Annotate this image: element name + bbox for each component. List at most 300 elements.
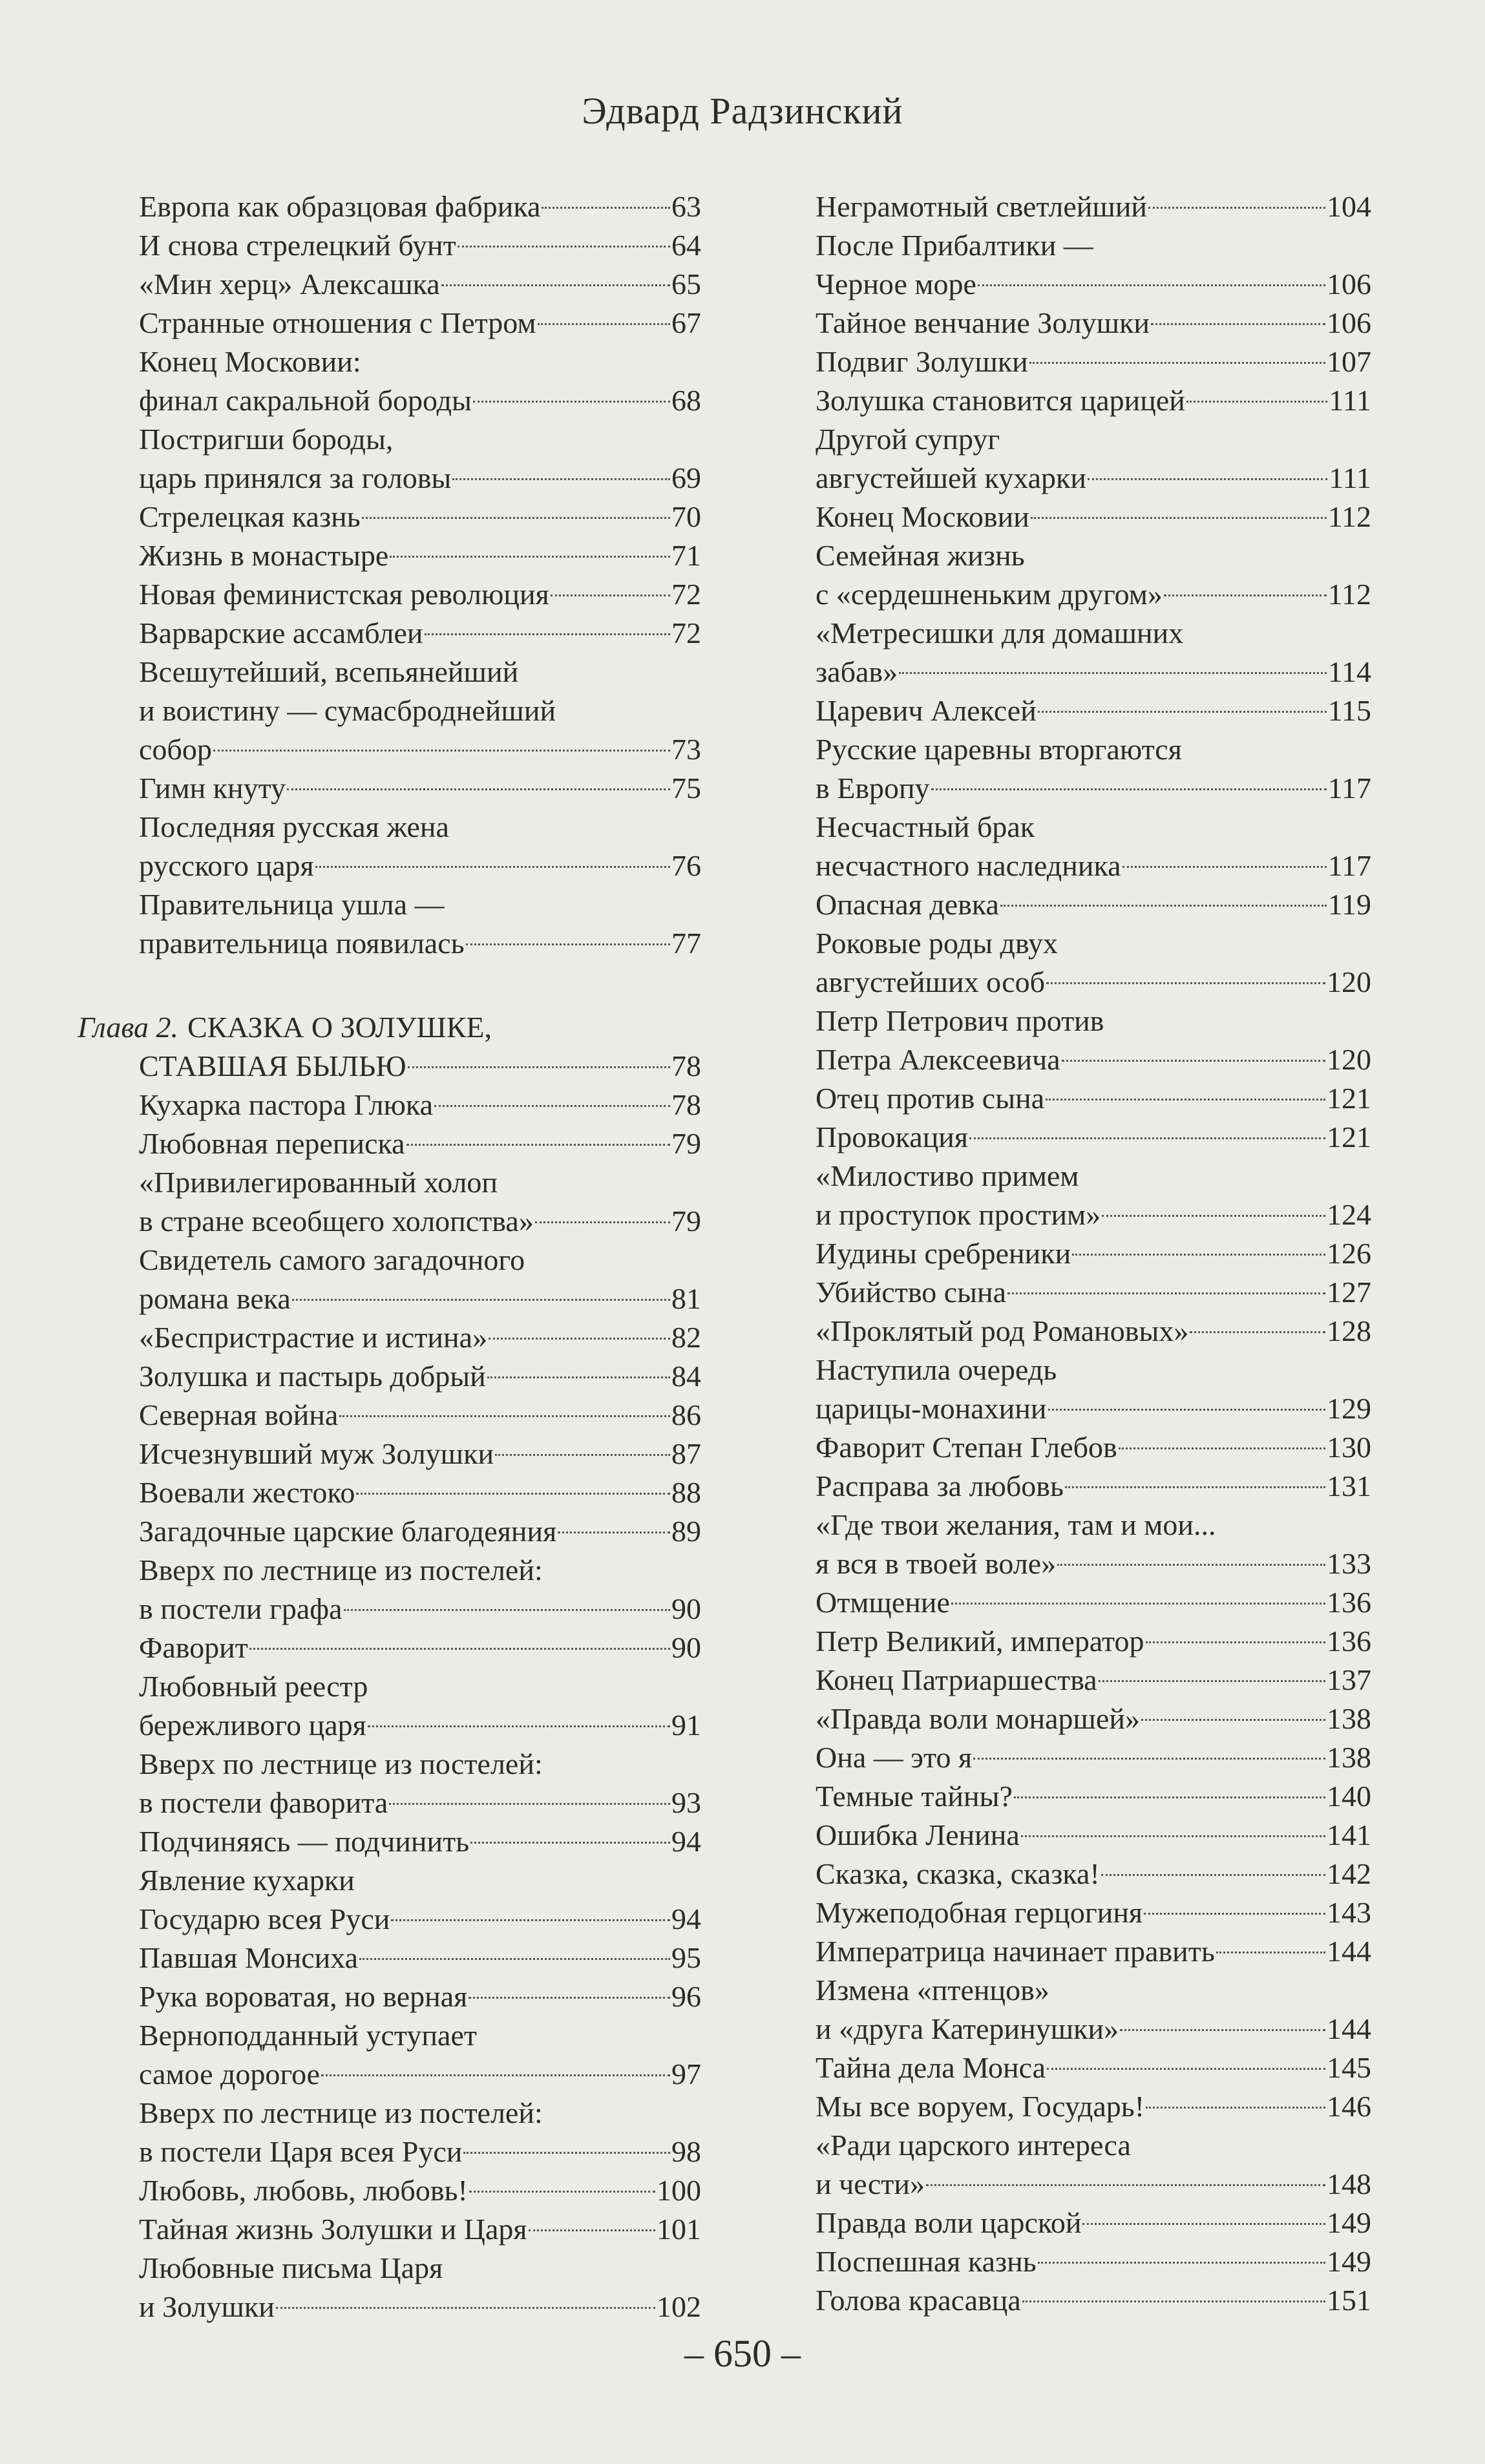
toc-entry-line	[816, 885, 1371, 924]
toc-entry	[139, 342, 701, 420]
toc-entry-title: и «друга Катеринушки»	[816, 2012, 1119, 2045]
dot-leader	[466, 943, 670, 945]
dot-leader	[1038, 711, 1327, 713]
toc-entry	[139, 653, 701, 769]
toc-entry-title: «Ради царского интереса	[816, 2129, 1131, 2162]
dot-leader	[1144, 1913, 1325, 1915]
toc-entry	[139, 1939, 701, 1977]
dot-leader	[542, 207, 670, 209]
dot-leader	[276, 2307, 655, 2309]
toc-entry	[816, 1467, 1371, 1506]
toc-entry-title: и чести»	[816, 2167, 925, 2200]
toc-entry-line	[816, 2087, 1371, 2126]
toc-entry-page: 87	[671, 1437, 701, 1470]
dot-leader	[1099, 1680, 1325, 1682]
toc-entry-line	[139, 2210, 701, 2249]
toc-entry	[139, 420, 701, 498]
toc-entry-title: Странные отношения с Петром	[139, 306, 536, 339]
toc-entry	[816, 2281, 1371, 2320]
toc-entry-page: 111	[1329, 461, 1371, 494]
toc-entry	[139, 2249, 701, 2326]
dot-leader	[406, 1144, 670, 1146]
toc-entry-title: Варварские ассамблеи	[139, 616, 423, 649]
toc-entry-title: Императрица начинает править	[816, 1935, 1215, 1968]
toc-entry-line	[816, 2048, 1371, 2087]
toc-entry-page: 136	[1327, 1586, 1371, 1619]
dot-leader	[489, 1338, 670, 1340]
toc-entry-title: Золушка и пастырь добрый	[139, 1360, 486, 1393]
toc-entry-line	[139, 1435, 701, 1473]
toc-entry-title: Убийство сына	[816, 1276, 1007, 1309]
dot-leader	[1148, 207, 1325, 209]
dot-leader	[434, 1105, 670, 1107]
toc-entry-page: 93	[671, 1786, 701, 1819]
toc-entry-line	[816, 1002, 1371, 1040]
toc-entry	[816, 342, 1371, 381]
toc-entry-line	[139, 265, 701, 304]
toc-entry	[816, 226, 1371, 304]
toc-entry-line	[816, 1855, 1371, 1893]
toc-entry-line	[139, 1473, 701, 1512]
toc-entry-page: 149	[1327, 2206, 1371, 2239]
toc-entry-page: 88	[671, 1476, 701, 1509]
toc-entry	[816, 1428, 1371, 1467]
toc-entry	[816, 885, 1371, 924]
toc-entry-page: 119	[1327, 888, 1371, 921]
toc-entry-page: 94	[671, 1902, 701, 1935]
dot-leader	[1031, 517, 1327, 519]
toc-entry-line	[139, 808, 701, 847]
toc-entry-line	[816, 2281, 1371, 2320]
toc-entry-page: 149	[1327, 2245, 1371, 2278]
toc-entry-title: Вверх по лестнице из постелей:	[139, 1747, 543, 1780]
dot-leader	[1057, 1564, 1325, 1566]
toc-entry	[139, 1318, 701, 1357]
toc-entry-line	[139, 498, 701, 536]
toc-entry-title: Гимн кнуту	[139, 772, 286, 805]
toc-entry-title: Ошибка Ленина	[816, 1818, 1020, 1851]
dot-leader	[356, 1493, 670, 1495]
toc-entry-page: 138	[1327, 1702, 1371, 1735]
toc-entry-title: в постели графа	[139, 1592, 342, 1625]
toc-entry-line	[139, 847, 701, 885]
toc-entry-title: Провокация	[816, 1121, 969, 1153]
toc-entry-title: финал сакральной бороды	[139, 384, 472, 417]
toc-entry-page: 72	[671, 616, 701, 649]
dot-leader	[551, 595, 670, 596]
toc-entry-line	[816, 342, 1371, 381]
dot-leader	[926, 2184, 1325, 2186]
toc-right-column	[816, 187, 1371, 2320]
toc-entry	[816, 1312, 1371, 1351]
toc-entry	[816, 924, 1371, 1002]
toc-entry-page: 68	[671, 384, 701, 417]
toc-entry-line	[816, 1816, 1371, 1855]
toc-entry	[816, 2048, 1371, 2087]
dot-leader	[535, 1221, 670, 1223]
dot-leader	[441, 284, 670, 286]
dot-leader	[425, 633, 670, 635]
toc-entry-page: 144	[1327, 1935, 1371, 1968]
toc-entry-page: 86	[671, 1398, 701, 1431]
dot-leader	[390, 556, 670, 558]
toc-entry-page: 141	[1327, 1818, 1371, 1851]
dot-leader	[487, 1376, 670, 1378]
toc-entry-title: Петра Алексеевича	[816, 1043, 1060, 1076]
toc-entry-title: правительница появилась	[139, 927, 465, 960]
toc-entry-title: Золушка становится царицей	[816, 384, 1185, 417]
toc-entry-line	[816, 653, 1371, 691]
toc-entry	[816, 2087, 1371, 2126]
toc-entry	[139, 1086, 701, 1124]
toc-entry-line	[816, 420, 1371, 459]
toc-entry-title: Подчиняясь — подчинить	[139, 1825, 470, 1858]
dot-leader	[538, 323, 670, 325]
toc-entry-line	[816, 2242, 1371, 2281]
toc-entry-title: После Прибалтики —	[816, 229, 1093, 262]
toc-entry-title: Семейная жизнь	[816, 539, 1025, 572]
toc-entry-page: 100	[657, 2174, 701, 2207]
toc-entry-line	[816, 1893, 1371, 1932]
toc-entry-title: Государю всея Руси	[139, 1902, 390, 1935]
toc-entry-title: Иудины сребреники	[816, 1237, 1071, 1270]
dot-leader	[1151, 323, 1325, 325]
dot-leader	[1048, 1409, 1326, 1411]
toc-entry-title: Вверх по лестнице из постелей:	[139, 2096, 543, 2129]
toc-entry-title: Всешутейший, всепьянейший	[139, 655, 519, 688]
toc-entry-title: Подвиг Золушки	[816, 345, 1028, 378]
dot-leader	[1164, 595, 1327, 596]
toc-entry-line	[816, 1971, 1371, 2010]
toc-entry-page: 112	[1327, 578, 1371, 611]
toc-list-right	[816, 187, 1371, 2320]
toc-entry-line	[816, 2165, 1371, 2204]
toc-entry	[139, 1512, 701, 1551]
dot-leader	[470, 1842, 670, 1844]
toc-entry-title: «Привилегированный холоп	[139, 1166, 498, 1199]
toc-entry-line	[816, 1157, 1371, 1195]
toc-entry	[816, 420, 1371, 498]
toc-entry	[139, 808, 701, 885]
toc-entry-title: Любовный реестр	[139, 1670, 368, 1703]
toc-entry-title: «Правда воли монаршей»	[816, 1702, 1141, 1735]
toc-entry-title: Воевали жестоко	[139, 1476, 355, 1509]
toc-entry-title: царицы-монахини	[816, 1392, 1047, 1425]
toc-entry-line	[816, 1428, 1371, 1467]
toc-entry	[816, 1893, 1371, 1932]
dot-leader	[1101, 1874, 1325, 1876]
toc-entry-title: Петр Петрович против	[816, 1004, 1104, 1037]
toc-entry-title: царь принялся за головы	[139, 461, 452, 494]
toc-entry	[139, 498, 701, 536]
dot-leader	[1021, 1835, 1325, 1837]
dot-leader	[1122, 866, 1327, 868]
dot-leader	[1088, 478, 1327, 480]
toc-entry-page: 106	[1327, 268, 1371, 300]
toc-entry-title: Правительница ушла —	[139, 888, 445, 921]
toc-entry	[816, 1002, 1371, 1079]
toc-entry-line	[816, 963, 1371, 1002]
toc-entry	[139, 1435, 701, 1473]
toc-entry-title: Мы все воруем, Государь!	[816, 2090, 1145, 2123]
toc-entry-line	[816, 769, 1371, 808]
chapter-title: СКАЗКА О ЗОЛУШКЕ,	[187, 1011, 492, 1044]
chapter-title: СТАВШАЯ БЫЛЬЮ	[139, 1049, 406, 1082]
toc-entry-page: 121	[1327, 1082, 1371, 1115]
dot-leader	[931, 788, 1327, 790]
toc-entry	[816, 1971, 1371, 2048]
toc-entry-page: 107	[1327, 345, 1371, 378]
toc-entry-title: Фаворит Степан Глебов	[816, 1431, 1117, 1464]
toc-entry-line	[139, 1279, 701, 1318]
toc-entry	[816, 381, 1371, 420]
toc-entry	[139, 1861, 701, 1939]
toc-entry-line	[139, 1784, 701, 1822]
toc-entry-page: 111	[1329, 384, 1371, 417]
dot-leader	[287, 788, 670, 790]
dot-leader	[321, 2074, 670, 2076]
toc-entry	[139, 1628, 701, 1667]
toc-entry-line	[139, 2132, 701, 2171]
toc-entry	[816, 1273, 1371, 1312]
toc-entry-line	[139, 2094, 701, 2132]
toc-entry-title: Жизнь в монастыре	[139, 539, 389, 572]
toc-entry-title: Любовь, любовь, любовь!	[139, 2174, 468, 2207]
toc-entry-page: 143	[1327, 1896, 1371, 1929]
toc-entry	[139, 187, 701, 226]
toc-entry-page: 78	[671, 1088, 701, 1121]
toc-entry-page: 84	[671, 1360, 701, 1393]
chapter-heading	[78, 1008, 701, 1086]
toc-entry-title: «Беспристрастие и истина»	[139, 1321, 488, 1354]
toc-entry-title: Другой супруг	[816, 423, 1000, 456]
toc-entry-title: Конец Московии:	[139, 345, 361, 378]
toc-entry-title: Она — это я	[816, 1741, 973, 1774]
toc-entry	[816, 187, 1371, 226]
toc-entry-line	[816, 265, 1371, 304]
toc-entry-line	[139, 1512, 701, 1551]
toc-entry-title: Европа как образцовая фабрика	[139, 190, 541, 223]
toc-entry-line	[816, 536, 1371, 575]
toc-entry-title: Наступила очередь	[816, 1353, 1057, 1386]
toc-entry-line	[816, 1040, 1371, 1079]
toc-entry-title: Петр Великий, император	[816, 1625, 1144, 1658]
toc-list-left	[139, 187, 701, 963]
toc-entry	[139, 1551, 701, 1628]
toc-entry-line	[139, 769, 701, 808]
toc-entry-page: 121	[1327, 1121, 1371, 1153]
toc-entry-line	[816, 226, 1371, 265]
dot-leader	[1216, 1952, 1325, 1953]
toc-entry-line	[139, 1124, 701, 1163]
toc-entry-title: Явление кухарки	[139, 1864, 355, 1897]
dot-leader	[368, 1725, 670, 1727]
toc-entry-line	[139, 2055, 701, 2094]
toc-left-column	[78, 187, 701, 2326]
toc-entry	[139, 1745, 701, 1822]
toc-entry-title: Мужеподобная герцогиня	[816, 1896, 1143, 1929]
toc-entry-line	[816, 1622, 1371, 1661]
toc-entry-line	[816, 2204, 1371, 2242]
toc-entry-title: бережливого царя	[139, 1709, 366, 1742]
toc-entry-page: 106	[1327, 306, 1371, 339]
toc-entry-title: Темные тайны?	[816, 1780, 1013, 1813]
toc-entry	[816, 1855, 1371, 1893]
dot-leader	[558, 1532, 670, 1533]
toc-entry-title: в Европу	[816, 772, 930, 805]
toc-entry-page: 114	[1327, 655, 1371, 688]
dot-leader	[469, 2191, 655, 2193]
toc-entry-line	[816, 1700, 1371, 1738]
toc-entry-page: 128	[1327, 1314, 1371, 1347]
toc-entry-line	[139, 1202, 701, 1241]
dot-leader	[973, 1758, 1325, 1760]
dot-leader	[249, 1648, 670, 1650]
toc-entry	[139, 2016, 701, 2094]
toc-entry-line	[139, 653, 701, 691]
toc-entry	[816, 536, 1371, 614]
toc-entry-line	[816, 691, 1371, 730]
toc-entry-line	[139, 459, 701, 498]
toc-entry-line	[139, 2171, 701, 2210]
toc-entry	[139, 265, 701, 304]
dot-leader	[292, 1299, 670, 1301]
toc-entry	[139, 2210, 701, 2249]
toc-entry-page: 133	[1327, 1547, 1371, 1580]
toc-entry-page: 104	[1327, 190, 1371, 223]
toc-entry-page: 137	[1327, 1663, 1371, 1696]
toc-entry-title: Измена «птенцов»	[816, 1974, 1049, 2006]
toc-entry-title: Тайная жизнь Золушки и Царя	[139, 2213, 527, 2246]
toc-entry-title: Конец Патриаршества	[816, 1663, 1097, 1696]
toc-entry-line	[139, 614, 701, 653]
dot-leader	[1046, 1099, 1325, 1100]
toc-entry-page: 131	[1327, 1469, 1371, 1502]
toc-entry-line	[816, 187, 1371, 226]
dot-leader	[1038, 2262, 1325, 2264]
toc-entry-line	[139, 1086, 701, 1124]
toc-entry-line	[816, 1777, 1371, 1816]
toc-entry-page: 81	[671, 1282, 701, 1315]
dot-leader	[495, 1454, 670, 1456]
toc-entry-line	[816, 304, 1371, 342]
toc-entry-line	[139, 1706, 701, 1745]
toc-entry-line	[139, 1357, 701, 1396]
toc-entry	[139, 536, 701, 575]
toc-entry-title: Царевич Алексей	[816, 694, 1037, 727]
toc-entry-line	[816, 1506, 1371, 1544]
dot-leader	[452, 478, 670, 480]
toc-entry-line	[139, 1745, 701, 1784]
dot-leader	[1146, 1641, 1325, 1643]
toc-entry-line	[139, 1977, 701, 2016]
toc-entry	[139, 885, 701, 963]
toc-entry-page: 82	[671, 1321, 701, 1354]
toc-entry-title: «Метресишки для домашних	[816, 616, 1184, 649]
toc-entry-page: 89	[671, 1515, 701, 1548]
toc-entry-line	[139, 1900, 701, 1939]
toc-entry-title: И снова стрелецкий бунт	[139, 229, 456, 262]
toc-entry	[139, 1124, 701, 1163]
dot-leader	[391, 1919, 670, 1921]
toc-entry-line	[139, 1590, 701, 1628]
toc-entry-page: 71	[671, 539, 701, 572]
toc-entry-page: 120	[1327, 1043, 1371, 1076]
toc-entry-title: Черное море	[816, 268, 976, 300]
toc-entry-page: 102	[657, 2290, 701, 2323]
toc-entry-line	[139, 342, 701, 381]
toc-entry-line	[816, 1195, 1371, 1234]
dot-leader	[1190, 1331, 1325, 1333]
toc-entry-title: августейших особ	[816, 965, 1046, 998]
toc-entry-page: 90	[671, 1631, 701, 1664]
running-header: Эдвард Радзинский	[582, 90, 903, 132]
toc-entry-title: романа века	[139, 1282, 291, 1315]
toc-entry-page: 73	[671, 733, 701, 766]
toc-entry-title: Верноподданный уступает	[139, 2019, 477, 2052]
toc-entry	[816, 1622, 1371, 1661]
toc-entry-title: Северная война	[139, 1398, 339, 1431]
toc-entry-title: Голова красавца	[816, 2284, 1021, 2317]
dot-leader	[1186, 401, 1328, 403]
dot-leader	[389, 1803, 670, 1805]
dot-leader	[362, 517, 670, 519]
toc-entry	[139, 614, 701, 653]
toc-entry-line	[139, 575, 701, 614]
toc-entry-page: 90	[671, 1592, 701, 1625]
toc-entry-title: я вся в твоей воле»	[816, 1547, 1057, 1580]
toc-entry-line	[139, 536, 701, 575]
toc-entry-line	[139, 226, 701, 265]
toc-entry-line	[816, 575, 1371, 614]
toc-entry	[139, 1667, 701, 1745]
dot-leader	[408, 1066, 670, 1068]
toc-entry-title: Постригши бороды,	[139, 423, 394, 456]
toc-entry-line	[816, 1079, 1371, 1118]
toc-entry-title: и проступок простим»	[816, 1198, 1101, 1231]
toc-entry	[816, 808, 1371, 885]
toc-entry-line	[139, 1241, 701, 1279]
toc-entry-page: 98	[671, 2135, 701, 2168]
toc-entry-line	[139, 2249, 701, 2288]
toc-entry	[816, 1661, 1371, 1700]
toc-entry-page: 130	[1327, 1431, 1371, 1464]
toc-entry-line	[816, 2010, 1371, 2048]
chapter-heading-line	[139, 1047, 701, 1086]
toc-entry	[139, 1163, 701, 1241]
toc-entry-title: забав»	[816, 655, 898, 688]
toc-entry-line	[816, 1389, 1371, 1428]
toc-entry	[139, 304, 701, 342]
toc-entry-title: Свидетель самого загадочного	[139, 1243, 525, 1276]
toc-entry-line	[139, 691, 701, 730]
toc-entry-line	[139, 1667, 701, 1706]
toc-entry-page: 115	[1327, 694, 1371, 727]
dot-leader	[1141, 1719, 1325, 1721]
toc-entry-line	[816, 1544, 1371, 1583]
toc-entry-title: Конец Московии	[816, 500, 1029, 533]
toc-entry-line	[139, 1861, 701, 1900]
toc-entry-line	[816, 1118, 1371, 1157]
toc-entry-page: 76	[671, 849, 701, 882]
toc-entry-page: 94	[671, 1825, 701, 1858]
dot-leader	[469, 1997, 670, 1999]
toc-entry	[816, 1157, 1371, 1234]
dot-leader	[463, 2152, 670, 2154]
toc-entry-title: Роковые роды двух	[816, 927, 1058, 960]
toc-entry	[139, 2171, 701, 2210]
toc-entry-title: Рука вороватая, но верная	[139, 1980, 468, 2013]
